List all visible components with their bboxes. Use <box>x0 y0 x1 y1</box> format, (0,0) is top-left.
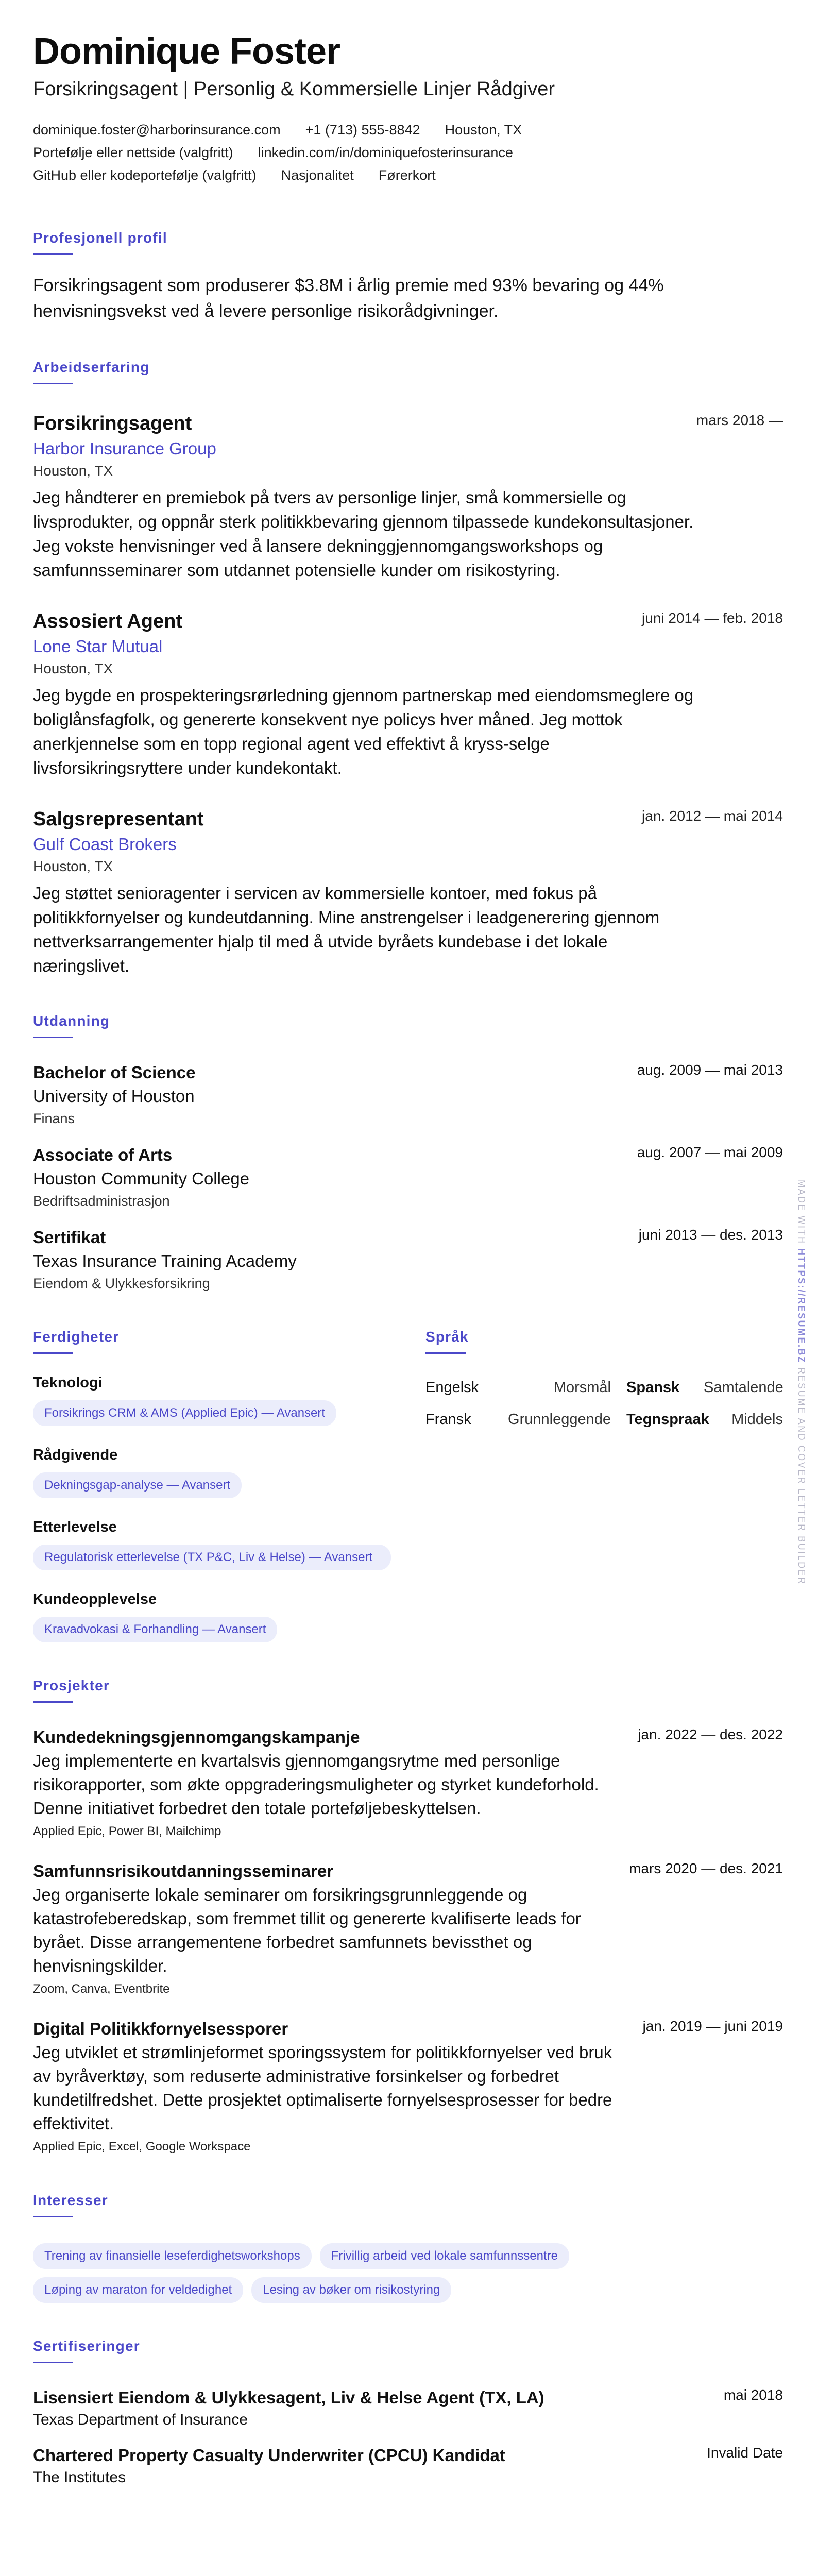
job-description: Jeg støttet senioragenter i servicen av kommersielle kontoer, med fokus på politikkfornyelser og kundeutdanning. Mine anstrengelser i leadgenerering gjennom nettverksarrangementer hjalp til med å utvide byråets kundebase i det lokale næringslivet. <box>33 884 660 975</box>
education-date: juni 2013 — des. 2013 <box>638 1227 783 1243</box>
contact-email[interactable]: dominique.foster@harborinsurance.com <box>33 122 281 138</box>
skill-pill: Forsikrings CRM & AMS (Applied Epic) — Avansert <box>33 1400 336 1426</box>
profile-text: Forsikringsagent som produserer $3.8M i årlig premie med 93% bevaring og 44% henvisningsvekst ved å levere personlige risikorådgivninger. <box>33 276 664 321</box>
project-title: Kundedekningsgjennomgangskampanje <box>33 1727 360 1747</box>
banner-text <box>796 1180 807 1585</box>
education-field: Finans <box>33 1111 75 1126</box>
languages-grid <box>425 1371 783 1435</box>
education-entry <box>33 1061 783 1129</box>
interests-section <box>33 2192 783 2303</box>
contact-linkedin[interactable]: linkedin.com/in/dominiquefosterinsurance <box>258 145 513 160</box>
education-field: Eiendom & Ulykkesforsikring <box>33 1276 210 1291</box>
education-school: University of Houston <box>33 1087 195 1106</box>
project-title: Digital Politikkfornyelsessporer <box>33 2019 288 2038</box>
language-name: Fransk <box>425 1411 471 1428</box>
contact-nationality: Nasjonalitet <box>281 167 354 183</box>
candidate-headline: Forsikringsagent | Personlig & Kommersielle Linjer Rådgiver <box>33 78 555 100</box>
job-date: mars 2018 — <box>696 412 783 428</box>
section-divider <box>33 1037 73 1038</box>
project-tools: Applied Epic, Excel, Google Workspace <box>33 2140 251 2154</box>
resume-header <box>33 29 783 190</box>
project-date: jan. 2019 — juni 2019 <box>642 2018 783 2034</box>
project-tools: Applied Epic, Power BI, Mailchimp <box>33 1824 221 1838</box>
skill-pill: Regulatorisk etterlevelse (TX P&C, Liv & Helse) — Avansert <box>33 1545 391 1570</box>
project-entry <box>33 2017 783 2157</box>
section-divider <box>425 1352 466 1354</box>
education-school: Houston Community College <box>33 1169 250 1188</box>
language-level: Grunnleggende <box>508 1411 611 1428</box>
certifications-heading: Sertifiseringer <box>33 2338 140 2354</box>
contact-license: Førerkort <box>378 167 436 183</box>
job-date: jan. 2012 — mai 2014 <box>642 808 783 824</box>
certification-issuer: Texas Department of Insurance <box>33 2411 248 2428</box>
section-divider <box>33 2362 73 2363</box>
contact-portfolio[interactable]: Portefølje eller nettside (valgfritt) <box>33 145 233 160</box>
section-divider <box>33 1352 73 1354</box>
contact-phone[interactable]: +1 (713) 555-8842 <box>305 122 420 138</box>
interest-pill: Lesing av bøker om risikostyring <box>251 2277 451 2303</box>
experience-heading: Arbeidserfaring <box>33 359 150 375</box>
job-entry <box>33 410 783 582</box>
education-degree: Associate of Arts <box>33 1145 173 1164</box>
project-date: jan. 2022 — des. 2022 <box>638 1726 783 1742</box>
certification-title: Lisensiert Eiendom & Ulykkesagent, Liv & Helse Agent (TX, LA) <box>33 2388 544 2407</box>
profile-heading: Profesjonell profil <box>33 230 167 246</box>
skill-group-name: Rådgivende <box>33 1447 118 1463</box>
certification-issuer: The Institutes <box>33 2469 126 2486</box>
project-description: Jeg utviklet et strømlinjeformet sporingssystem for politikkfornyelser ved bruk av byråverktøy, som reduserte administrative forsinkelser og forbedret kundetilfredshet. Dette prosjektet optimaliserte fornyelsesprosesser for bedre effektivitet. <box>33 2043 612 2133</box>
banner-suffix: RESUME AND COVER LETTER BUILDER <box>796 1367 807 1585</box>
education-date: aug. 2009 — mai 2013 <box>637 1062 783 1078</box>
education-school: Texas Insurance Training Academy <box>33 1251 297 1270</box>
profile-section <box>33 230 783 324</box>
contact-info <box>33 115 783 190</box>
banner-prefix: MADE WITH <box>796 1180 807 1245</box>
job-company: Harbor Insurance Group <box>33 439 216 458</box>
education-entry <box>33 1226 783 1294</box>
job-description: Jeg håndterer en premiebok på tvers av personlige linjer, små kommersielle og livsprodukter, og oppnår sterk politikkbevaring gjennom tilpassede kundekonsultasjoner. Jeg vokste henvisninger ved å lansere dekninggjennomgangsworkshops og samfunnsseminarer som utdannet potensielle kunder om risikostyring. <box>33 488 694 580</box>
experience-section <box>33 359 783 978</box>
language-level: Samtalende <box>704 1379 783 1396</box>
education-field: Bedriftsadministrasjon <box>33 1193 170 1209</box>
certification-entry <box>33 2444 783 2488</box>
job-description: Jeg bygde en prospekteringsrørledning gjennom partnerskap med eiendomsmeglere og boliglånsfagfolk, og genererte konsekvent nye policys hver måned. Jeg mottok anerkjennelse som en topp regional agent ved effektivt å kryss-selge livsforsikringsryttere under kundekontakt. <box>33 686 694 777</box>
section-divider <box>33 253 73 255</box>
project-description: Jeg implementerte en kvartalsvis gjennomgangsrytme med personlige risikorapporter, som økte oppgraderingsmuligheter og styrket kundeforhold. Denne initiativet forbedret den totale porteføljebeskyttelsen. <box>33 1751 599 1818</box>
contact-location: Houston, TX <box>445 122 522 138</box>
job-company: Gulf Coast Brokers <box>33 835 177 854</box>
education-date: aug. 2007 — mai 2009 <box>637 1144 783 1160</box>
projects-heading: Prosjekter <box>33 1677 110 1693</box>
interest-pill: Frivillig arbeid ved lokale samfunnssentre <box>320 2243 569 2269</box>
project-date: mars 2020 — des. 2021 <box>629 1860 783 1876</box>
project-entry <box>33 1859 783 1999</box>
banner-link[interactable]: HTTPS://RESUME.BZ <box>796 1248 807 1364</box>
certifications-section <box>33 2338 783 2488</box>
certification-title: Chartered Property Casualty Underwriter (CPCU) Kandidat <box>33 2446 505 2465</box>
project-entry <box>33 1725 783 1842</box>
interest-pill: Løping av maraton for veldedighet <box>33 2277 243 2303</box>
job-date: juni 2014 — feb. 2018 <box>642 610 783 626</box>
section-divider <box>33 1701 73 1703</box>
job-location: Houston, TX <box>33 660 113 676</box>
education-degree: Sertifikat <box>33 1228 106 1247</box>
project-description: Jeg organiserte lokale seminarer om forsikringsgrunnleggende og katastrofeberedskap, som fremmet tillit og genererte kvalifiserte leads for byrået. Disse arrangementene forbedret samfunnets bevissthet og henvisningskilder. <box>33 1885 581 1975</box>
job-title: Forsikringsagent <box>33 413 192 434</box>
skill-group <box>33 1445 394 1498</box>
resume-builder-banner <box>796 1180 812 1613</box>
language-level: Morsmål <box>553 1379 611 1396</box>
project-tools: Zoom, Canva, Eventbrite <box>33 1982 170 1996</box>
project-title: Samfunnsrisikoutdanningsseminarer <box>33 1861 334 1880</box>
job-location: Houston, TX <box>33 463 113 479</box>
resume-page <box>33 29 783 2488</box>
certification-date: mai 2018 <box>723 2387 783 2403</box>
skill-pill: Dekningsgap-analyse — Avansert <box>33 1472 242 1498</box>
skill-group-name: Etterlevelse <box>33 1519 117 1535</box>
language-row <box>425 1371 783 1403</box>
contact-github[interactable]: GitHub eller kodeportefølje (valgfritt) <box>33 167 257 183</box>
language-name: Spansk <box>626 1379 680 1396</box>
education-degree: Bachelor of Science <box>33 1063 196 1082</box>
interests-heading: Interesser <box>33 2192 108 2208</box>
education-section <box>33 1013 783 1294</box>
skill-pill: Kravadvokasi & Forhandling — Avansert <box>33 1617 277 1642</box>
interest-pill: Trening av finansielle leseferdighetsworkshops <box>33 2243 312 2269</box>
language-name: Tegnspraak <box>626 1411 709 1428</box>
language-level: Middels <box>731 1411 783 1428</box>
skill-group <box>33 1372 394 1426</box>
section-divider <box>33 383 73 384</box>
skill-group-name: Teknologi <box>33 1375 103 1391</box>
job-title: Assosiert Agent <box>33 611 182 632</box>
skill-group <box>33 1517 394 1570</box>
projects-section <box>33 1677 783 2157</box>
candidate-name: Dominique Foster <box>33 31 340 72</box>
languages-heading: Språk <box>425 1329 469 1345</box>
education-heading: Utdanning <box>33 1013 110 1029</box>
skills-heading: Ferdigheter <box>33 1329 120 1345</box>
job-entry <box>33 608 783 780</box>
job-title: Salgsrepresentant <box>33 808 204 830</box>
job-location: Houston, TX <box>33 858 113 874</box>
skills-languages-row <box>33 1294 783 1642</box>
language-name: Engelsk <box>425 1379 479 1396</box>
interests-list <box>33 2235 651 2303</box>
job-company: Lone Star Mutual <box>33 637 163 656</box>
job-entry <box>33 806 783 978</box>
skill-group <box>33 1589 394 1642</box>
certification-date: Invalid Date <box>707 2445 783 2461</box>
languages-section <box>425 1294 783 1435</box>
skills-section <box>33 1294 394 1642</box>
certification-entry <box>33 2386 783 2430</box>
education-entry <box>33 1143 783 1211</box>
skill-group-name: Kundeopplevelse <box>33 1591 157 1607</box>
language-row <box>425 1403 783 1435</box>
section-divider <box>33 2216 73 2217</box>
